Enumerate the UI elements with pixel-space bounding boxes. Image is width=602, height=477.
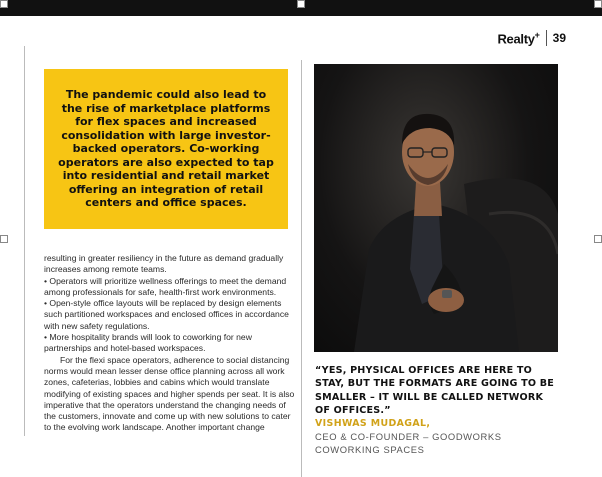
body-paragraph: For the flexi space operators, adherence to social distancing norms would mean lesser dense office planning across all work zones, cafeterias, lobbies and cabins which would translate modifying of existing spaces and higher spends per seat. It is also imperative that the operators understand the changing needs of the customers, innovate and come up with new solutions to cater to the evolving work landscape. Another important change [44,354,295,433]
quote-author-title: CEO & CO-FOUNDER – GOODWORKS COWORKING SPACES [315,431,502,455]
frame-handle[interactable] [0,0,8,8]
pull-quote-box [44,69,288,229]
frame-handle[interactable] [0,235,8,243]
frame-handle[interactable] [297,0,305,8]
frame-handle[interactable] [594,235,602,243]
quote-author-name: VISHWAS MUDAGAL, [315,418,431,429]
body-paragraph: resulting in greater resiliency in the future as demand gradually increases among remote teams. [44,253,284,275]
page-header [497,30,566,46]
column-divider [301,60,302,477]
header-divider [546,30,547,46]
left-margin-rule [24,46,25,436]
quote-text: “YES, PHYSICAL OFFICES ARE HERE TO STAY, BUT THE FORMATS ARE GOING TO BE SMALLER – IT WILL BE CALLED NETWORK OF OFFICES.” [315,365,554,417]
pull-quote-text: The pandemic could also lead to the rise of marketplace platforms for flex spaces and increased consolidation with large investor-backed operators. Co-working operators are also expected to tap into residential and retail market offering an integration of retail centers and office spaces. [58,88,274,210]
portrait-illustration [314,64,558,352]
page-number: 39 [552,31,566,46]
bullet-item: • Open-style office layouts will be replaced by design elements such partitioned workspaces and enclosed offices in accordance with new safety regulations. [44,298,289,331]
article-body [44,253,296,434]
bullet-item: • More hospitality brands will look to coworking for new partnerships and hotel-based workspaces. [44,332,252,354]
bullet-item: • Operators will prioritize wellness offerings to meet the demand among professionals for safe, health-first work environments. [44,275,287,297]
portrait-photo [314,64,558,352]
magazine-logo: Realty+ [497,30,540,47]
frame-handle[interactable] [594,0,602,8]
